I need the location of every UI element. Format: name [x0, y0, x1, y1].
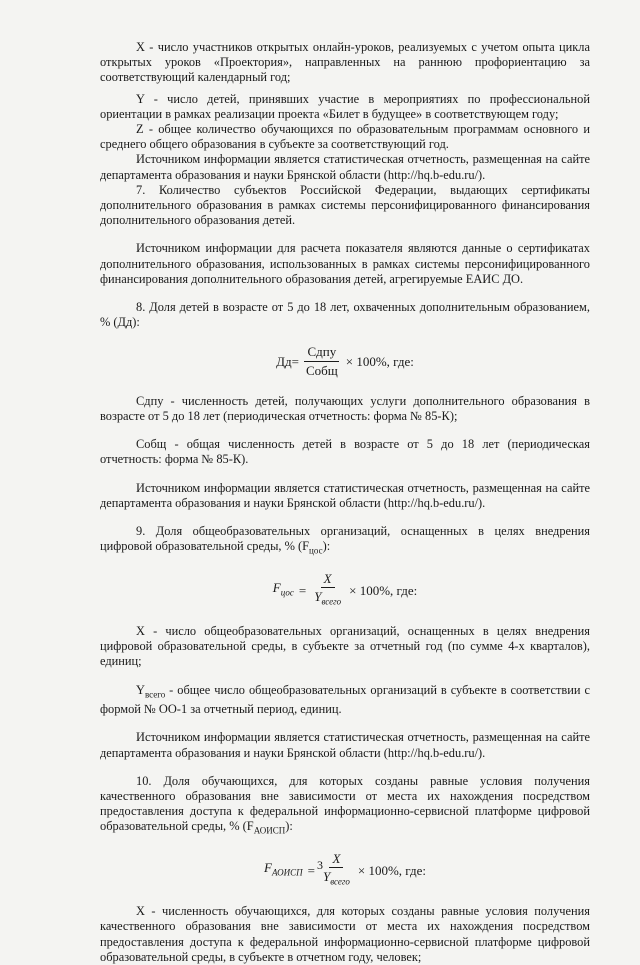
page-number: 3 — [317, 858, 323, 872]
formula-faoisp-den-sub: всего — [330, 876, 350, 887]
formula-faoisp-den-main: Y — [322, 869, 331, 885]
formula-fcos-sub: цос — [280, 587, 294, 598]
paragraph-item-10 — [100, 774, 590, 839]
item-10-close: ): — [285, 819, 293, 834]
item-10-text: 10. Доля обучающихся, для которых созданы равные условия получения качественного образования вне зависимости от места их нахождения посредством предоставления доступа к федеральной информационно-сервисной платформе цифровой образовательной среды, % (F — [100, 773, 590, 834]
paragraph-source-3: Источником информации является статистическая отчетность, размещенная на сайте департамента образования и науки Брянской области (http://hq.b-edu.ru/). — [100, 480, 590, 510]
item-9-close: ): — [322, 539, 331, 554]
formula-fcos-denominator — [311, 588, 344, 610]
paragraph-item-8: 8. Доля детей в возрасте от 5 до 18 лет, охваченных дополнительным образованием, % (Дд): — [100, 300, 590, 330]
paragraph-source-4: Источником информации является статистическая отчетность, размещенная на сайте департамента образования и науки Брянской области (http://hq.b-edu.ru/). — [100, 730, 590, 760]
paragraph-x-students-definition: X - численность обучающихся, для которых созданы равные условия получения качественного образования вне зависимости от места их нахождения посредством предоставления доступа к федеральной информационно-сервисной платформе цифровой образовательной среды, в субъекте в отчетном году, человек; — [100, 904, 590, 964]
formula-dd-lhs: Дд= — [276, 353, 299, 369]
formula-dd — [100, 344, 590, 377]
formula-fcos-lhs — [273, 580, 294, 601]
paragraph-sdpu-definition: Сдпу - численность детей, получающих услуги дополнительного образования в возрасте от 5 до 18 лет (периодическая отчетность: форма № 85-К); — [100, 393, 590, 424]
formula-fcos-den-sub: всего — [321, 596, 342, 607]
formula-faoisp-f: F — [264, 860, 272, 876]
formula-fcos-eq: = — [298, 582, 307, 598]
item-9-sub: цос — [309, 545, 323, 556]
paragraph-item-7: 7. Количество субъектов Российской Федерации, выдающих сертификаты дополнительного образования в рамках системы персонифицированного финансирования дополнительного образования детей. — [100, 182, 590, 228]
paragraph-source-1: Источником информации является статистическая отчетность, размещенная на сайте департамента образования и науки Брянской области (http://hq.b-edu.ru/). — [100, 152, 590, 182]
formula-fcos-fraction — [311, 571, 344, 610]
formula-dd-fraction — [303, 344, 341, 377]
formula-fcos-f: F — [272, 580, 281, 596]
formula-dd-tail: × 100%, где: — [345, 353, 414, 369]
formula-fcos-den-main: Y — [314, 589, 322, 605]
paragraph-y-total-definition — [100, 683, 590, 718]
paragraph-source-2: Источником информации для расчета показателя являются данные о сертификатах дополнительного образования, использованных в рамках системы персонифицированного финансирования дополнительного образования детей, агрегируемые ЕАИС ДО. — [100, 241, 590, 286]
formula-faoisp-eq: = — [307, 863, 315, 879]
paragraph-y-definition: Y - число детей, принявших участие в мероприятиях по профессиональной ориентации в рамках реализации проекта «Билет в будущее» в соответствующем году; — [100, 91, 590, 121]
y-total-symbol: Y — [136, 682, 145, 697]
formula-fcos — [100, 571, 590, 610]
formula-dd-numerator: Сдпу — [304, 344, 339, 361]
item-9-text: 9. Доля общеобразовательных организаций, оснащенных в целях внедрения цифровой образовательной среды, % (F — [100, 524, 590, 554]
paragraph-x-orgs-definition: X - число общеобразовательных организаций, оснащенных в целях внедрения цифровой образовательной среды, в субъекте за отчетный год (по сумме 4-х кварталов), единиц; — [100, 623, 590, 669]
item-10-sub: АОИСП — [253, 825, 286, 836]
paragraph-z-definition: Z - общее количество обучающихся по образовательным программам основного и среднего общего образования в субъекте за соответствующий год. — [100, 122, 590, 152]
y-total-text: - общее число общеобразовательных организаций в субъекте в соответствии с формой № ОО-1 за отчетный период, единиц. — [100, 682, 590, 717]
y-total-sub: всего — [144, 689, 166, 700]
formula-dd-denominator: Собщ — [305, 362, 338, 378]
paragraph-x-definition: X - число участников открытых онлайн-уроков, реализуемых с учетом опыта цикла открытых уроков «Проектория», направленных на раннюю профориентацию за соответствующий календарный год; — [100, 40, 590, 85]
paragraph-sobsch-definition: Собщ - общая численность детей в возрасте от 5 до 18 лет (периодическая отчетность: форма № 85-К). — [100, 437, 590, 467]
formula-fcos-numerator: X — [321, 571, 335, 588]
formula-faoisp-tail: × 100%, где: — [357, 863, 426, 879]
formula-faoisp-numerator: X — [329, 851, 343, 868]
paragraph-item-9 — [100, 524, 590, 559]
formula-fcos-tail: × 100%, где: — [349, 582, 418, 598]
formula-faoisp-sub: АОИСП — [271, 867, 303, 878]
